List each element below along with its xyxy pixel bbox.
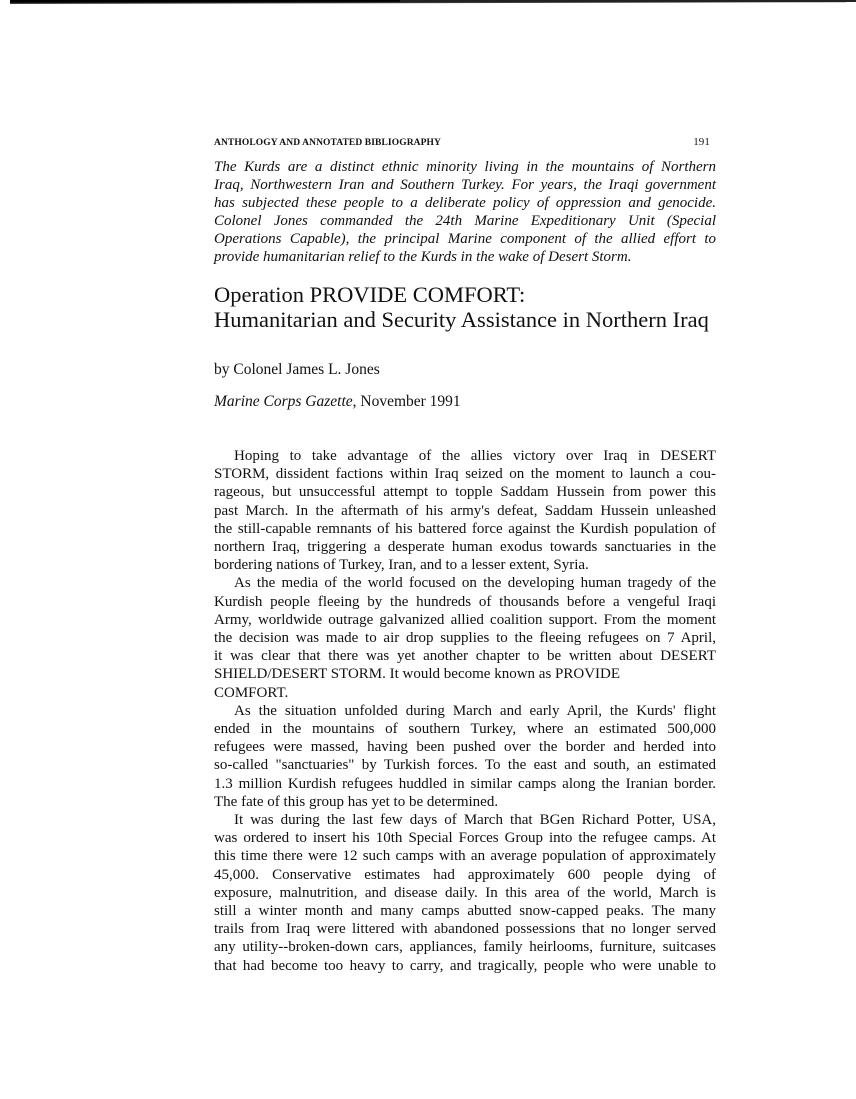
body-line: STORM, dissident factions within Iraq seized on the moment to launch a cou-	[214, 466, 716, 483]
intro-paragraph	[214, 158, 716, 266]
body-line: 1.3 million Kurdish refugees huddled in similar camps along the Iranian border.	[214, 775, 716, 792]
source-publication: Marine Corps Gazette	[214, 393, 353, 410]
body-line: the decision was made to air drop supplies to the fleeing refugees on 7 April,	[214, 630, 716, 647]
intro-line: provide humanitarian relief to the Kurds in the wake of Desert Storm.	[214, 249, 632, 265]
scan-edge-top-right	[400, 0, 856, 2]
body-line: ended in the mountains of southern Turkey, where an estimated 500,000	[214, 721, 716, 738]
source-citation	[214, 393, 716, 411]
intro-line: Iraq, Northwestern Iran and Southern Turkey. For years, the Iraqi government	[214, 177, 716, 193]
intro-line: has subjected these people to a deliberate policy of oppression and genocide.	[214, 195, 716, 211]
body-line: rageous, but unsuccessful attempt to topple Saddam Hussein from power this	[214, 484, 716, 501]
body-line: trails from Iraq were littered with abandoned possessions that no longer served	[214, 921, 716, 938]
intro-line: The Kurds are a distinct ethnic minority living in the mountains of Northern	[214, 159, 716, 175]
body-line: 45,000. Conservative estimates had approximately 600 people dying of	[214, 866, 716, 883]
body-line: so-called "sanctuaries" by Turkish forces. To the east and south, an estimated	[214, 757, 716, 774]
body-line: past March. In the aftermath of his army's defeat, Saddam Hussein unleashed	[214, 502, 716, 519]
byline: by Colonel James L. Jones	[214, 361, 380, 378]
article-title-line-1: Operation PROVIDE COMFORT:	[214, 282, 526, 307]
body-line: As the situation unfolded during March and early April, the Kurds' flight	[234, 702, 716, 719]
body-line: Kurdish people fleeing by the hundreds of thousands before a vengeful Iraqi	[214, 593, 716, 610]
body-line: was ordered to insert his 10th Special Forces Group into the refugee camps. At	[214, 830, 716, 847]
source-date: , November 1991	[352, 393, 461, 410]
body-line: still a winter month and many camps abutted snow-capped peaks. The many	[214, 903, 716, 920]
body-line: It was during the last few days of March that BGen Richard Potter, USA,	[234, 812, 716, 829]
body-line: the still-capable remnants of his battered force against the Kurdish population of	[214, 520, 716, 537]
running-head-title: ANTHOLOGY AND ANNOTATED BIBLIOGRAPHY	[214, 138, 441, 148]
document-page	[214, 136, 716, 975]
running-head	[214, 136, 716, 152]
body-line: exposure, malnutrition, and disease daily. In this area of the world, March is	[214, 884, 716, 901]
body-line: that had become too heavy to carry, and tragically, people who were unable to	[214, 957, 716, 974]
article-title	[214, 282, 716, 332]
body-line: it was clear that there was yet another chapter to be written about DESERT	[214, 648, 716, 665]
body-line: SHIELD/DESERT STORM. It would become known as PROVIDE	[214, 666, 621, 683]
body-line: refugees were massed, having been pushed over the border and herded into	[214, 739, 716, 756]
page-number: 191	[693, 136, 710, 148]
body-line: Hoping to take advantage of the allies victory over Iraq in DESERT	[234, 448, 716, 464]
body-line: northern Iraq, triggering a desperate human exodus towards sanctuaries in the	[214, 539, 716, 556]
intro-line: Colonel Jones commanded the 24th Marine Expeditionary Unit (Special	[214, 213, 716, 229]
body-line: COMFORT.	[214, 684, 289, 701]
body-line: The fate of this group has yet to be determined.	[214, 793, 499, 810]
body-text	[214, 447, 716, 975]
body-line: bordering nations of Turkey, Iran, and to a lesser extent, Syria.	[214, 557, 589, 574]
body-line: this time there were 12 such camps with an average population of approximately	[214, 848, 716, 865]
body-line: As the media of the world focused on the developing human tragedy of the	[234, 575, 716, 592]
article-title-line-2: Humanitarian and Security Assistance in Northern Iraq	[214, 307, 709, 332]
body-line: Army, worldwide outrage galvanized allied coalition support. From the moment	[214, 611, 716, 628]
body-line: any utility--broken-down cars, appliances, family heirlooms, furniture, suitcases	[214, 939, 716, 956]
intro-line: Operations Capable), the principal Marine component of the allied effort to	[214, 231, 716, 247]
